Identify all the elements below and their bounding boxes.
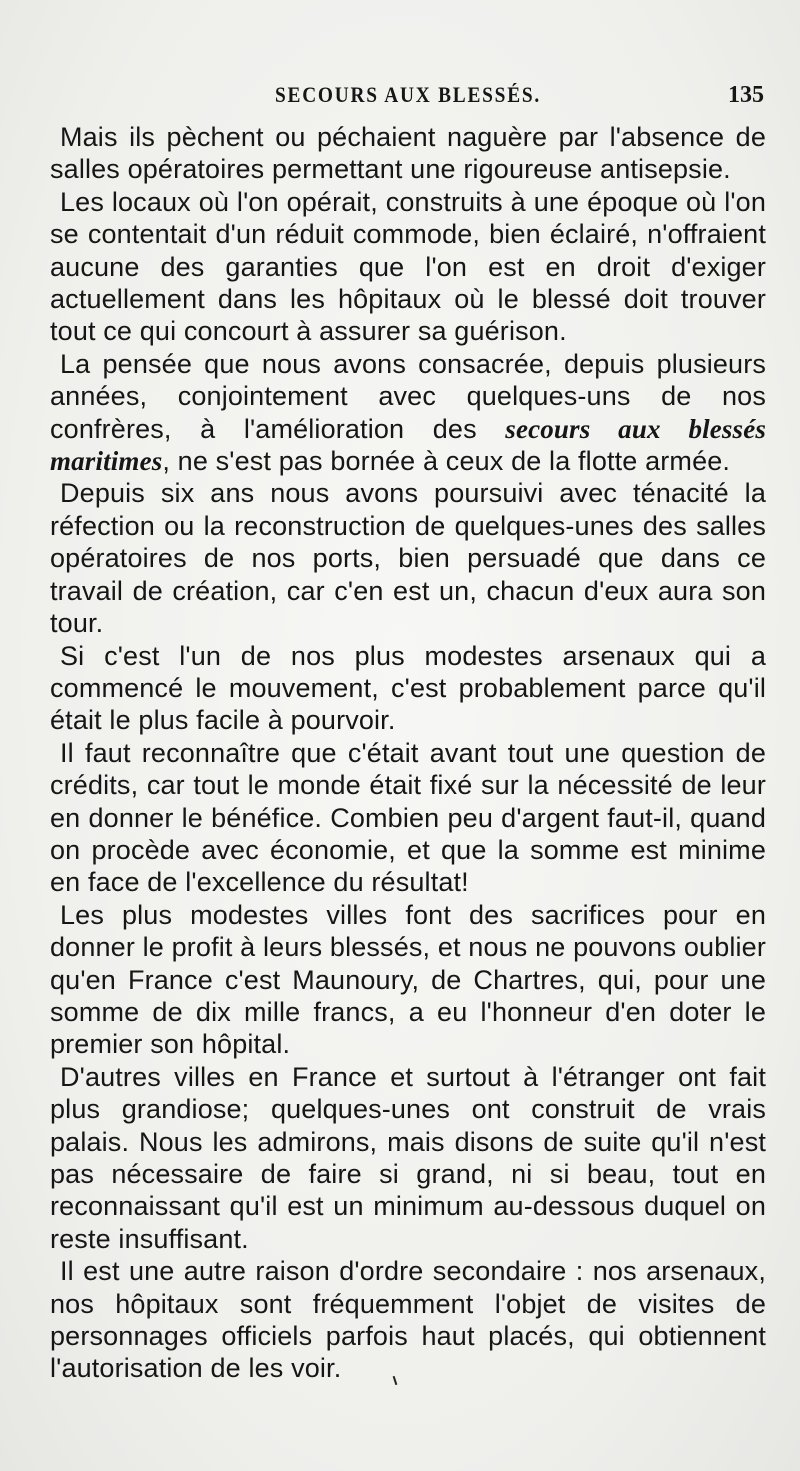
paragraph [50,348,766,478]
paragraph: Les locaux où l'on opérait, construits à une époque où l'on se contentait d'un réduit commode, bien éclairé, n'offraient aucune des garanties que l'on est en droit d'exiger actuellement dans les hôpitaux où le blessé doit trouver tout ce qui concourt à assurer sa guérison. [50,186,766,347]
running-head: SECOURS AUX BLESSÉS. [274,82,542,107]
page-number: 135 [728,82,764,108]
paragraph: Mais ils pèchent ou péchaient naguère par l'absence de salles opératoires permettant une rigoureuse antisepsie. [50,122,766,185]
paragraph: Il faut reconnaître que c'était avant tout une question de crédits, car tout le monde était fixé sur la nécessité de leur en donner le bénéfice. Combien peu d'argent faut-il, quand on procède avec économie, et que la somme est minime en face de l'excellence du résultat! [50,737,766,898]
paragraph: Les plus modestes villes font des sacrifices pour en donner le profit à leurs blessés, et nous ne pouvons oublier qu'en France c'est Maunoury, de Chartres, qui, pour une somme de dix mille francs, a eu l'honneur d'en doter le premier son hôpital. [50,899,766,1060]
body-text [50,121,766,1385]
page-header [52,82,764,114]
paragraph: D'autres villes en France et surtout à l'étranger ont fait plus grandiose; quelques-unes ont construit de vrais palais. Nous les admirons, mais disons de suite qu'il n'est pas nécessaire de faire si grand, ni si beau, tout en reconnaissant qu'il est un minimum au-dessous duquel on reste insuffisant. [50,1061,766,1254]
paragraph: Si c'est l'un de nos plus modestes arsenaux qui a commencé le mouvement, c'est probablement parce qu'il était le plus facile à pourvoir. [50,640,766,736]
paragraph: Depuis six ans nous avons poursuivi avec ténacité la réfection ou la reconstruction de quelques-unes des salles opératoires de nos ports, bien persuadé que dans ce travail de création, car c'en est un, chacun d'eux aura son tour. [50,478,766,639]
paragraph-text: La pensée que nous avons consacrée, depuis plusieurs années, conjointement avec quelques-uns de nos confrères, à l'amélioration des [50,348,766,444]
paragraph: Il est une autre raison d'ordre secondaire : nos arsenaux, nos hôpitaux sont fréquemment l'objet de visites de personnages officiels parfois haut placés, qui obtiennent l'autorisation de les voir. [50,1256,766,1384]
paragraph-text: , ne s'est pas bornée à ceux de la flotte armée. [162,446,731,477]
italic-phrase: secours aux blessés maritimes [50,413,766,477]
